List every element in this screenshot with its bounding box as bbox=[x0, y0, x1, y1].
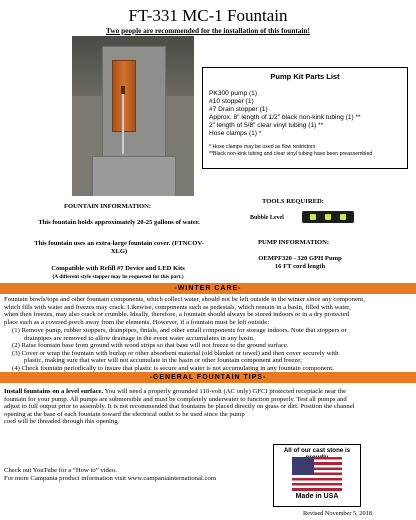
usa-badge-top: All of our cast stone is bbox=[283, 447, 351, 454]
parts-item: PK300 pump (1) bbox=[209, 90, 258, 97]
installation-warning: Two people are recommended for the installation of this fountain! bbox=[106, 26, 310, 35]
page-title: FT-331 MC-1 Fountain bbox=[128, 6, 288, 25]
made-in-usa-badge bbox=[273, 444, 361, 507]
winter-care-intro: Fountain bowls/tops and other fountain components, which collect water, should not be left outside in the winter since any component, which fills with water and freezes may crack. Likewise, components such as pedestals, which remain in a basin, filled with water, when then freezes, may also crack or crumble. Ideally, therefore, a fountain should always be stored indoors or in a dry protected place such as a covered porch away from the elements. However, if a fountain must be left outside: bbox=[4, 296, 365, 326]
cover-text: This fountain uses an extra-large fountain cover. (FTNCOV-XLG) bbox=[34, 240, 204, 255]
winter-step: (4) Check fountain periodically to insure that plastic is secure and water is not accumulating in any fountain component. bbox=[12, 364, 334, 372]
winter-step: (2) Raise fountain base from ground with wood strips so that base will not freeze to the ground surface. bbox=[12, 342, 289, 350]
tools-heading: TOOLS REQUIRED: bbox=[262, 198, 324, 205]
fountain-photo bbox=[72, 36, 194, 196]
parts-item: Approx. 8" length of 1/2" black non-kink tubing (1) ** bbox=[209, 114, 361, 121]
parts-item: Hose clamps (1) * bbox=[209, 130, 262, 137]
bubble-level-icon bbox=[302, 211, 354, 223]
fountain-info-heading: FOUNTAIN INFORMATION: bbox=[64, 203, 152, 210]
refill-note: (A different style stopper may be requested for this part.) bbox=[52, 274, 184, 280]
parts-item: 2" length of 5/8" clear vinyl tubing (1) ** bbox=[209, 122, 324, 129]
pump-info-heading: PUMP INFORMATION: bbox=[258, 239, 330, 246]
winter-step: (1) Remove pump, rubber stoppers, drainpipes, finials, and other small components for storage indoors. Note that stoppers or bbox=[12, 327, 347, 334]
parts-note: * Hose clamps may be used as flow restrictors bbox=[209, 144, 316, 150]
winter-care-banner: -WINTER CARE- bbox=[0, 283, 416, 294]
general-tips-banner: -GENERAL FOUNTAIN TIPS- bbox=[0, 372, 416, 383]
winter-care-steps: (1) Remove pump, rubber stoppers, drainpipes, finials, and other small components for storage indoors. Note that stoppers or drainpipes are removed to allow drainage in the event water accumulates in any basin. (2) Raise fountain base from ground with wood strips so that base will not freeze to the ground surface. (3) Cover or wrap the fountain with burlap or other absorbent material (old blanket or towel) and then cover securely with plastic, making sure that water will not accumulate in the basin or other fountain component and freeze; (4) Check fountain periodically to insure that plastic is secure and water is not accumulating in any fountain component. bbox=[12, 327, 414, 373]
pump-model: OEMPF320 - 320 GPH Pump bbox=[258, 255, 342, 262]
parts-item: #10 stopper (1) bbox=[209, 98, 254, 105]
refill-text: Compatible with Refill #7 Device and LED Kits bbox=[51, 265, 185, 272]
youtube-note: Check out YouTube for a “How to” video. bbox=[4, 467, 117, 474]
general-tips-text: Install fountains on a level surface. You will need a properly grounded 110-volt (AC only) GFCI protected receptacle near the fountain for your pump. All pumps are submersible and must be completely underwater to function properly. Test all pumps and adjust to full output prior to assembly. It is not recommended that fountains be placed directly on grass or dirt. Position the channel opening at the base of each fountain toward the electrical outlet to be used since the pump cord will be threaded through this opening. bbox=[4, 388, 355, 426]
gallons-text: This fountain holds approximately 20-25 gallons of water. bbox=[38, 219, 200, 226]
parts-note: **Black non-kink tubing and clear vinyl tubing have been preassembled bbox=[209, 150, 373, 157]
revised-date: Revised November 5, 2018 bbox=[303, 510, 372, 517]
us-flag-icon bbox=[292, 457, 342, 491]
more-info-link[interactable]: For more Campania product information visit www.campaniainternational.com bbox=[4, 475, 217, 482]
winter-step: (3) Cover or wrap the fountain with burlap or other absorbent material (old blanket or towel) and then cover securely with bbox=[12, 349, 339, 357]
parts-list-heading: Pump Kit Parts List bbox=[270, 72, 340, 81]
parts-item: #7 Drain stopper (1) bbox=[209, 106, 268, 113]
usa-badge-bottom: Made in USA bbox=[295, 493, 339, 500]
bubble-level-label: Bubble Level bbox=[250, 215, 284, 221]
parts-list-box bbox=[202, 67, 408, 169]
cord-length: 16 FT cord length bbox=[274, 263, 326, 270]
